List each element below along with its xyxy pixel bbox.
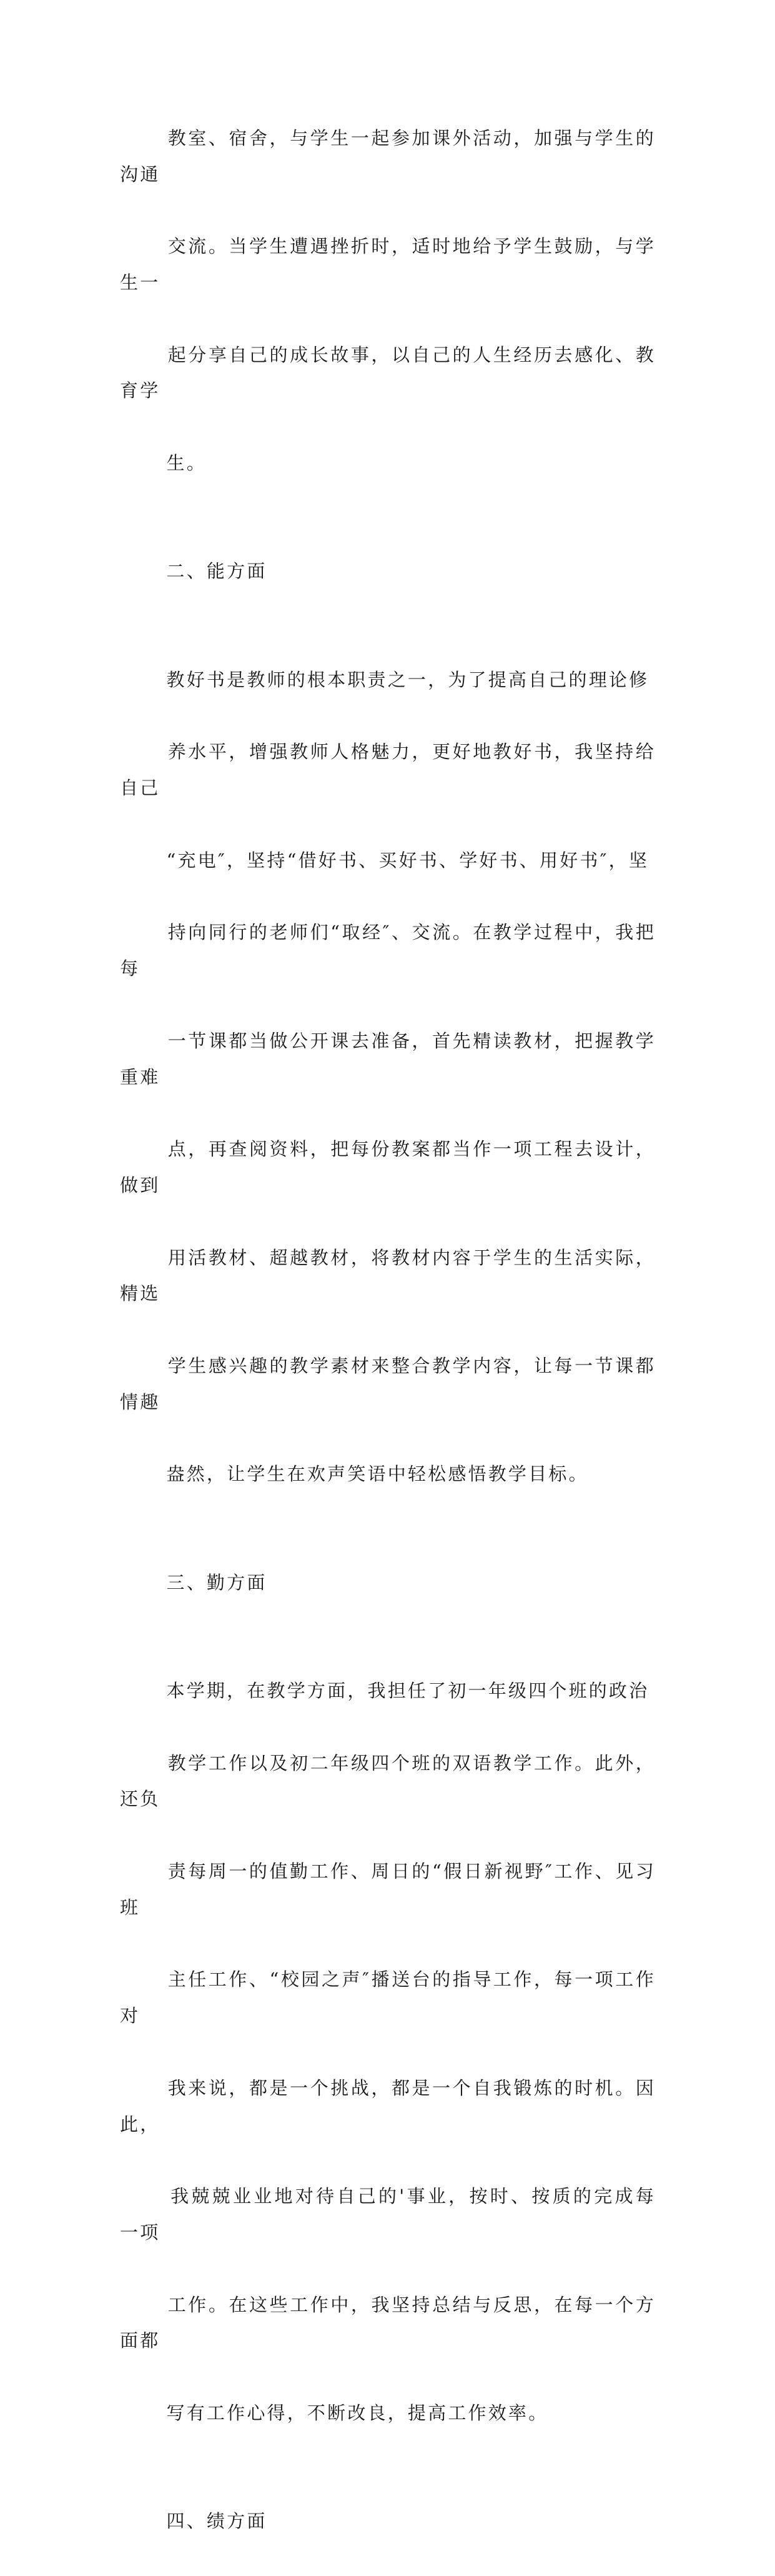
text-line: 交流。当学生遭遇挫折时，适时地给予学生鼓励，与学生一	[120, 236, 656, 293]
text-line: 教室、宿舍，与学生一起参加课外活动，加强与学生的沟通	[120, 127, 656, 185]
text-line: 点，再查阅资料，把每份教案都当作一项工程去设计，做到	[120, 1138, 656, 1196]
section-heading-ji	[120, 2468, 656, 2576]
text-line: 生。	[166, 452, 207, 474]
text-line: 写有工作心得，不断改良，提高工作效率。	[166, 2402, 549, 2424]
text-line: 学生感兴趣的教学素材来整合教学内容，让每一节课都情趣	[120, 1355, 656, 1413]
text-line: 我来说，都是一个挑战，都是一个自我锻炼的时机。因此，	[120, 2077, 656, 2135]
text-line: 一节课都当做公开课去准备，首先精读教材，把握教学重难	[120, 1030, 656, 1088]
text-line: 养水平，增强教师人格魅力，更好地教好书，我坚持给自己	[120, 741, 656, 799]
text-line: 工作。在这些工作中，我坚持总结与反思，在每一个方面都	[120, 2294, 656, 2352]
text-line: 用活教材、超越教材，将教材内容于学生的生活实际，精选	[120, 1246, 656, 1305]
text-line: “充电″，坚持“借好书、买好书、学好书、用好书″，坚	[166, 849, 649, 871]
document-body	[120, 84, 656, 2576]
paragraph-3	[120, 1637, 656, 2467]
heading-text: 三、勤方面	[166, 1571, 267, 1593]
text-line: 教好书是教师的根本职责之一，为了提高自己的理论修	[166, 669, 649, 690]
heading-text: 二、能方面	[166, 560, 267, 582]
paragraph-1	[120, 84, 656, 518]
paragraph-2	[120, 626, 656, 1529]
text-line: 我兢兢业业地对待自己的'事业，按时、按质的完成每一项	[120, 2186, 656, 2244]
text-line: 本学期，在教学方面，我担任了初一年级四个班的政治	[166, 1680, 649, 1702]
text-line: 责每周一的值勤工作、周日的“假日新视野″工作、见习班	[120, 1861, 656, 1918]
section-heading-neng	[120, 518, 656, 626]
heading-text: 四、绩方面	[166, 2510, 267, 2532]
text-line: 持向同行的老师们“取经″、交流。在教学过程中，我把每	[120, 922, 656, 980]
text-line: 主任工作、“校园之声″播送台的指导工作，每一项工作对	[120, 1969, 656, 2027]
text-line: 起分享自己的成长故事，以自己的人生经历去感化、教育学	[120, 344, 656, 402]
section-heading-qin	[120, 1529, 656, 1637]
text-line: 盎然，让学生在欢声笑语中轻松感悟教学目标。	[166, 1463, 589, 1485]
text-line: 教学工作以及初二年级四个班的双语教学工作。此外，还负	[120, 1752, 656, 1810]
